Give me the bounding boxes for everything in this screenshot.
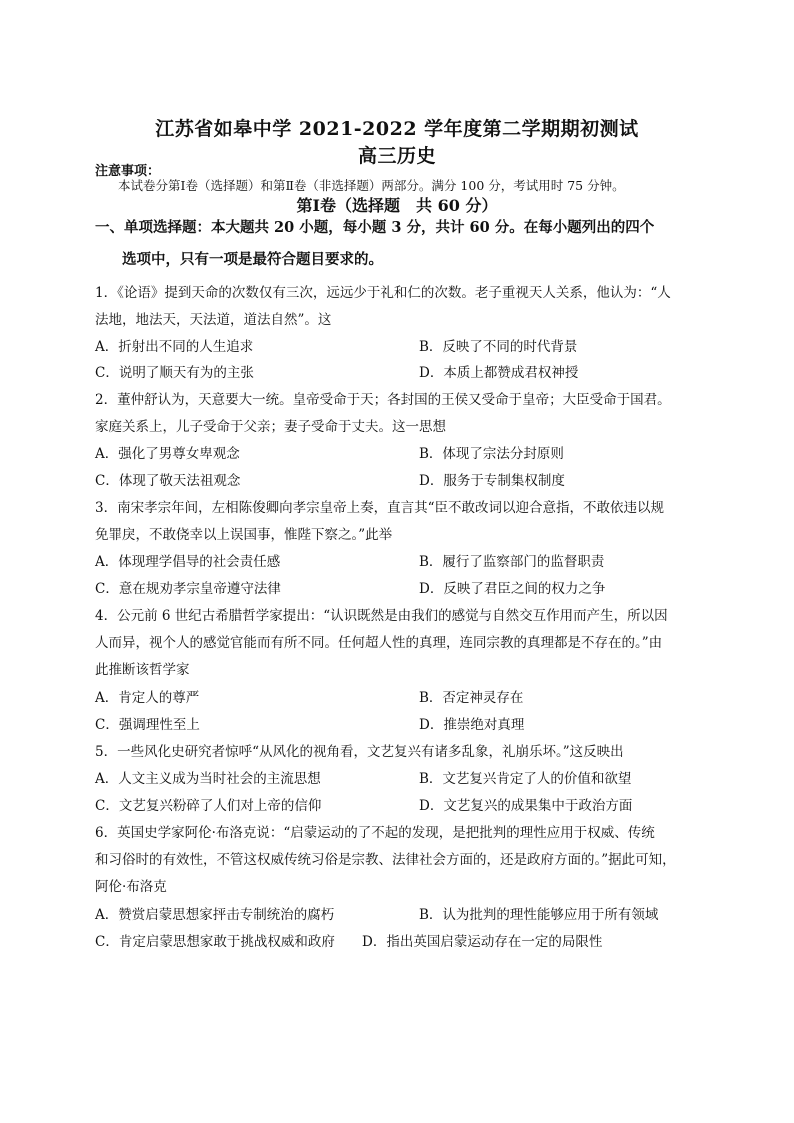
question-6-text-line2: 和习俗时的有效性，不管这权威传统习俗是宗教、法律社会方面的，还是政府方面的。”据此可知， xyxy=(95,852,676,868)
question-5-option-d: D．文艺复兴的成果集中于政治方面 xyxy=(419,798,633,814)
question-4-option-c: C．强调理性至上 xyxy=(95,717,200,733)
question-6-option-c: C．肯定启蒙思想家敢于挑战权威和政府 xyxy=(95,934,335,950)
question-2-option-b: B．体现了宗法分封原则 xyxy=(419,446,564,462)
notice-heading: 注意事项： xyxy=(95,164,161,179)
question-5-option-b: B．文艺复兴肯定了人的价值和欲望 xyxy=(419,771,632,787)
question-2-text-line1: 2．董仲舒认为，天意要大一统。皇帝受命于天；各封国的王侯又受命于皇帝；大臣受命于国君。 xyxy=(95,392,671,408)
question-5-text-line1: 5．一些风化史研究者惊呼“从风化的视角看，文艺复兴有诸多乱象，礼崩乐坏。”这反映出 xyxy=(95,744,624,760)
notice-body: 本试卷分第Ⅰ卷（选择题）和第Ⅱ卷（非选择题）两部分。满分 100 分，考试用时 75 分钟。 xyxy=(118,178,625,193)
question-4-option-d: D．推崇绝对真理 xyxy=(419,717,525,733)
question-3-text-line2: 免罪戾，不敢侥幸以上误国事，惟陛下察之。”此举 xyxy=(95,527,393,543)
section-instructions-line2: 选项中，只有一项是最符合题目要求的。 xyxy=(122,251,383,268)
question-4-text-line1: 4．公元前 6 世纪古希腊哲学家提出：“认识既然是由我们的感觉与自然交互作用而产生，所以因 xyxy=(95,608,668,624)
question-5-option-c: C．文艺复兴粉碎了人们对上帝的信仰 xyxy=(95,798,322,814)
question-4-text-line2: 人而异，视个人的感觉官能而有所不同。任何超人性的真理，连同宗教的真理都是不存在的。”由 xyxy=(95,635,663,651)
question-3-text-line1: 3．南宋孝宗年间，左相陈俊卿向孝宗皇帝上奏，直言其“臣不敢改词以迎合意指，不敢依违以规 xyxy=(95,500,664,516)
question-6-option-a: A．赞赏启蒙思想家抨击专制统治的腐朽 xyxy=(95,907,335,923)
question-1-text-line1: 1．《论语》提到天命的次数仅有三次，远远少于礼和仁的次数。老子重视天人关系，他认为：“人 xyxy=(95,285,671,301)
question-1-option-b: B．反映了不同的时代背景 xyxy=(419,339,578,355)
question-5-option-a: A．人文主义成为当时社会的主流思想 xyxy=(95,771,321,787)
question-2-option-c: C．体现了敬天法祖观念 xyxy=(95,473,241,489)
question-6-text-line3: 阿伦·布洛克 xyxy=(95,879,167,895)
question-1-option-c: C．说明了顺天有为的主张 xyxy=(95,365,254,381)
question-1-option-a: A．折射出不同的人生追求 xyxy=(95,339,254,355)
section-instructions-line1: 一、单项选择题：本大题共 20 小题，每小题 3 分，共计 60 分。在每小题列出的四个 xyxy=(95,219,655,236)
question-4-text-line3: 此推断该哲学家 xyxy=(95,662,190,678)
question-1-option-d: D．本质上都赞成君权神授 xyxy=(419,365,579,381)
question-2-option-d: D．服务于专制集权制度 xyxy=(419,473,565,489)
question-3-option-d: D．反映了君臣之间的权力之争 xyxy=(419,581,606,597)
exam-subject: 高三历史 xyxy=(357,145,436,167)
question-6-option-b: B．认为批判的理性能够应用于所有领域 xyxy=(419,907,659,923)
question-6-text-line1: 6．英国史学家阿伦·布洛克说：“启蒙运动的了不起的发现，是把批判的理性应用于权威、传统 xyxy=(95,825,655,841)
question-4-option-b: B．否定神灵存在 xyxy=(419,690,524,706)
question-3-option-b: B．履行了监察部门的监督职责 xyxy=(419,554,605,570)
question-2-option-a: A．强化了男尊女卑观念 xyxy=(95,446,240,462)
question-3-option-c: C．意在规劝孝宗皇帝遵守法律 xyxy=(95,581,281,597)
volume-title: 第Ⅰ卷（选择题 共 60 分） xyxy=(296,196,498,215)
question-4-option-a: A．肯定人的尊严 xyxy=(95,690,200,706)
question-1-text-line2: 法地，地法天，天法道，道法自然”。这 xyxy=(95,312,332,328)
exam-title: 江苏省如皋中学 2021-2022 学年度第二学期期初测试 xyxy=(155,118,639,140)
question-6-option-d: D．指出英国启蒙运动存在一定的局限性 xyxy=(362,934,603,950)
question-2-text-line2: 家庭关系上，儿子受命于父亲；妻子受命于丈夫。这一思想 xyxy=(95,419,446,435)
question-3-option-a: A．体现理学倡导的社会责任感 xyxy=(95,554,281,570)
